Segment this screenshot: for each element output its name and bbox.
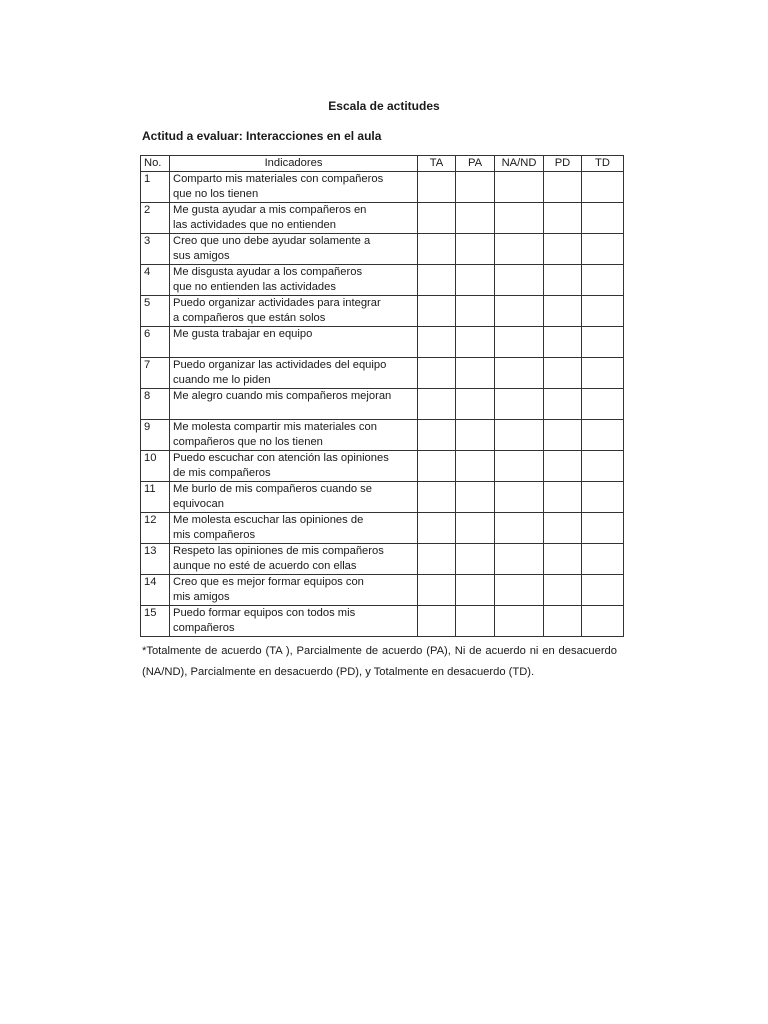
table-row <box>141 482 624 513</box>
indicator-text: Me disgusta ayudar a los compañeros que no entienden las actividades <box>170 265 418 296</box>
indicator-text: Me gusta trabajar en equipo <box>170 327 418 358</box>
rating-cell-na-nd[interactable] <box>495 606 544 637</box>
rating-cell-pa[interactable] <box>456 451 495 482</box>
rating-cell-pa[interactable] <box>456 327 495 358</box>
rating-cell-ta[interactable] <box>418 358 456 389</box>
table-row <box>141 606 624 637</box>
rating-cell-ta[interactable] <box>418 389 456 420</box>
row-number: 13 <box>141 544 170 575</box>
indicator-text: Creo que uno debe ayudar solamente a sus amigos <box>170 234 418 265</box>
rating-cell-pa[interactable] <box>456 544 495 575</box>
indicator-text: Puedo escuchar con atención las opiniones de mis compañeros <box>170 451 418 482</box>
rating-cell-pd[interactable] <box>544 451 582 482</box>
rating-cell-pa[interactable] <box>456 203 495 234</box>
rating-cell-pd[interactable] <box>544 358 582 389</box>
rating-cell-pa[interactable] <box>456 265 495 296</box>
table-row <box>141 513 624 544</box>
rating-cell-na-nd[interactable] <box>495 296 544 327</box>
row-number: 1 <box>141 172 170 203</box>
indicator-text: Me alegro cuando mis compañeros mejoran <box>170 389 418 420</box>
rating-cell-pd[interactable] <box>544 265 582 296</box>
table-row <box>141 575 624 606</box>
rating-cell-ta[interactable] <box>418 451 456 482</box>
rating-cell-ta[interactable] <box>418 420 456 451</box>
rating-cell-td[interactable] <box>582 420 624 451</box>
rating-cell-pa[interactable] <box>456 389 495 420</box>
attitude-subtitle: Actitud a evaluar: Interacciones en el aula <box>142 129 382 143</box>
table-row <box>141 544 624 575</box>
rating-cell-pd[interactable] <box>544 296 582 327</box>
rating-cell-na-nd[interactable] <box>495 172 544 203</box>
rating-cell-ta[interactable] <box>418 575 456 606</box>
rating-cell-pa[interactable] <box>456 606 495 637</box>
row-number: 7 <box>141 358 170 389</box>
row-number: 10 <box>141 451 170 482</box>
rating-cell-pa[interactable] <box>456 482 495 513</box>
rating-cell-na-nd[interactable] <box>495 482 544 513</box>
rating-cell-na-nd[interactable] <box>495 327 544 358</box>
rating-cell-na-nd[interactable] <box>495 420 544 451</box>
rating-cell-ta[interactable] <box>418 172 456 203</box>
rating-cell-pa[interactable] <box>456 513 495 544</box>
rating-cell-pd[interactable] <box>544 482 582 513</box>
row-number: 9 <box>141 420 170 451</box>
rating-cell-pa[interactable] <box>456 172 495 203</box>
rating-cell-td[interactable] <box>582 544 624 575</box>
table-row <box>141 172 624 203</box>
rating-cell-td[interactable] <box>582 265 624 296</box>
row-number: 2 <box>141 203 170 234</box>
indicator-text: Me molesta compartir mis materiales con compañeros que no los tienen <box>170 420 418 451</box>
rating-cell-pd[interactable] <box>544 327 582 358</box>
rating-cell-ta[interactable] <box>418 296 456 327</box>
table-row <box>141 451 624 482</box>
rating-cell-ta[interactable] <box>418 203 456 234</box>
table-row <box>141 420 624 451</box>
row-number: 6 <box>141 327 170 358</box>
rating-cell-td[interactable] <box>582 327 624 358</box>
row-number: 11 <box>141 482 170 513</box>
rating-cell-pd[interactable] <box>544 389 582 420</box>
attitude-scale-table <box>140 155 624 637</box>
rating-cell-td[interactable] <box>582 389 624 420</box>
rating-cell-td[interactable] <box>582 234 624 265</box>
rating-cell-na-nd[interactable] <box>495 513 544 544</box>
rating-cell-td[interactable] <box>582 296 624 327</box>
rating-cell-ta[interactable] <box>418 234 456 265</box>
rating-cell-ta[interactable] <box>418 482 456 513</box>
indicator-text: Me molesta escuchar las opiniones de mis compañeros <box>170 513 418 544</box>
table-row <box>141 389 624 420</box>
header-pd: PD <box>544 156 582 172</box>
indicator-text: Comparto mis materiales con compañeros que no los tienen <box>170 172 418 203</box>
rating-cell-pd[interactable] <box>544 203 582 234</box>
rating-cell-td[interactable] <box>582 451 624 482</box>
rating-cell-td[interactable] <box>582 575 624 606</box>
rating-cell-na-nd[interactable] <box>495 203 544 234</box>
header-pa: PA <box>456 156 495 172</box>
rating-cell-na-nd[interactable] <box>495 544 544 575</box>
indicator-text: Me gusta ayudar a mis compañeros en las actividades que no entienden <box>170 203 418 234</box>
rating-cell-na-nd[interactable] <box>495 265 544 296</box>
indicator-text: Me burlo de mis compañeros cuando se equivocan <box>170 482 418 513</box>
row-number: 8 <box>141 389 170 420</box>
rating-cell-pa[interactable] <box>456 296 495 327</box>
header-ta: TA <box>418 156 456 172</box>
header-td: TD <box>582 156 624 172</box>
rating-cell-na-nd[interactable] <box>495 389 544 420</box>
row-number: 4 <box>141 265 170 296</box>
rating-cell-td[interactable] <box>582 203 624 234</box>
rating-cell-pa[interactable] <box>456 358 495 389</box>
table-row <box>141 296 624 327</box>
rating-cell-td[interactable] <box>582 606 624 637</box>
header-indicadores: Indicadores <box>170 156 418 172</box>
rating-cell-pd[interactable] <box>544 606 582 637</box>
indicator-text: Respeto las opiniones de mis compañeros aunque no esté de acuerdo con ellas <box>170 544 418 575</box>
rating-cell-td[interactable] <box>582 482 624 513</box>
rating-cell-ta[interactable] <box>418 544 456 575</box>
table-row <box>141 203 624 234</box>
indicator-text: Puedo organizar las actividades del equipo cuando me lo piden <box>170 358 418 389</box>
table-row <box>141 265 624 296</box>
rating-cell-pd[interactable] <box>544 544 582 575</box>
row-number: 15 <box>141 606 170 637</box>
legend-note: *Totalmente de acuerdo (TA ), Parcialmente de acuerdo (PA), Ni de acuerdo ni en desacuerdo (NA/ND), Parcialmente en desacuerdo (PD), y Totalmente en desacuerdo (TD). <box>142 645 617 678</box>
rating-cell-td[interactable] <box>582 513 624 544</box>
table-row <box>141 234 624 265</box>
indicator-text: Puedo formar equipos con todos mis compañeros <box>170 606 418 637</box>
row-number: 3 <box>141 234 170 265</box>
rating-cell-na-nd[interactable] <box>495 358 544 389</box>
rating-cell-pa[interactable] <box>456 420 495 451</box>
rating-cell-pd[interactable] <box>544 420 582 451</box>
rating-cell-td[interactable] <box>582 172 624 203</box>
rating-cell-ta[interactable] <box>418 606 456 637</box>
rating-cell-pd[interactable] <box>544 513 582 544</box>
rating-cell-td[interactable] <box>582 358 624 389</box>
rating-cell-na-nd[interactable] <box>495 451 544 482</box>
table-row <box>141 358 624 389</box>
rating-cell-ta[interactable] <box>418 513 456 544</box>
rating-cell-pd[interactable] <box>544 575 582 606</box>
rating-cell-na-nd[interactable] <box>495 575 544 606</box>
header-row <box>141 156 624 172</box>
table-row <box>141 327 624 358</box>
header-na-nd: NA/ND <box>495 156 544 172</box>
indicator-text: Puedo organizar actividades para integrar a compañeros que están solos <box>170 296 418 327</box>
indicator-text: Creo que es mejor formar equipos con mis amigos <box>170 575 418 606</box>
rating-cell-pd[interactable] <box>544 234 582 265</box>
rating-cell-pa[interactable] <box>456 575 495 606</box>
rating-cell-ta[interactable] <box>418 327 456 358</box>
rating-cell-na-nd[interactable] <box>495 234 544 265</box>
row-number: 14 <box>141 575 170 606</box>
row-number: 5 <box>141 296 170 327</box>
rating-cell-pd[interactable] <box>544 172 582 203</box>
row-number: 12 <box>141 513 170 544</box>
rating-cell-pa[interactable] <box>456 234 495 265</box>
page-title: Escala de actitudes <box>328 99 440 113</box>
header-no: No. <box>141 156 170 172</box>
rating-cell-ta[interactable] <box>418 265 456 296</box>
